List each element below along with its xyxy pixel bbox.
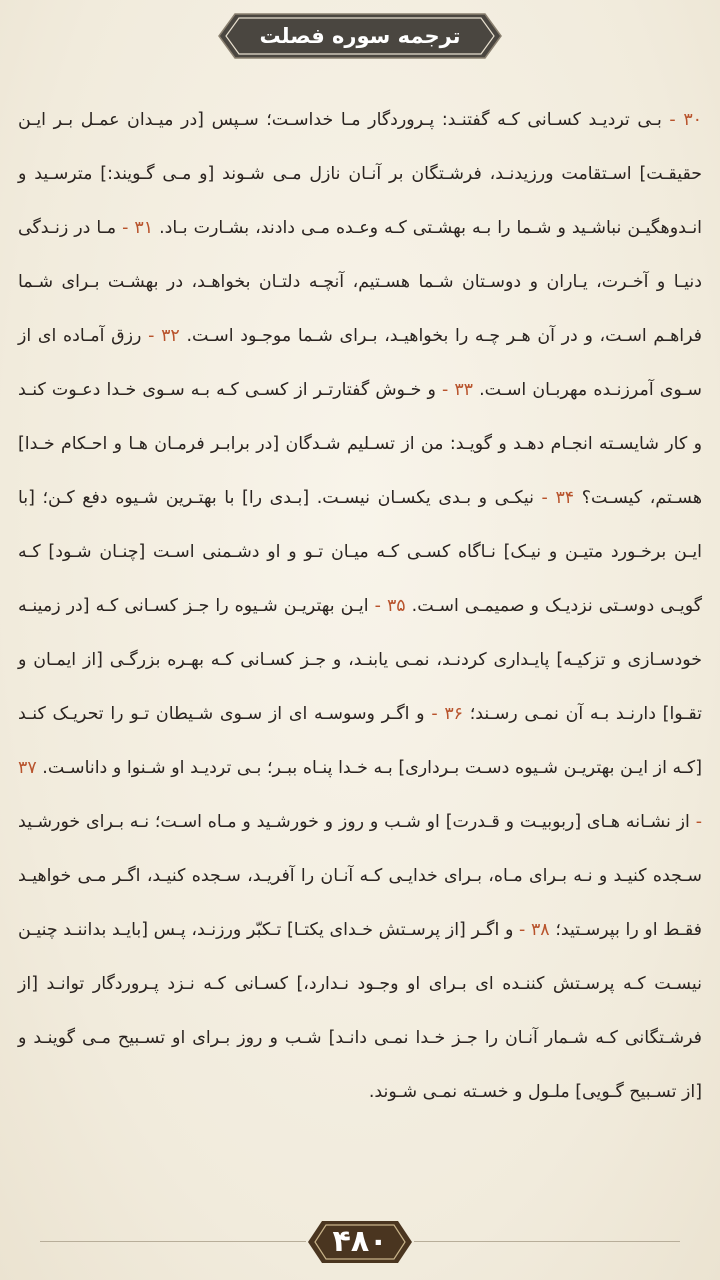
page-footer (0, 1219, 720, 1265)
page-title: ترجمه سوره فصلت (259, 24, 461, 48)
verse-number: ۳۸ (530, 920, 550, 940)
verse-number: ۳۱ (134, 218, 154, 238)
verse-text: و اگـر [از پرسـتش خـدای یکتـا] تـکبّر ورزنـد، پـس [بایـد بداننـد چنیـن نیسـت کـه پرسـتش کننـده ای بـرای او وجـود نـدارد،] کسـانی کـه نـزد پـروردگار توانـد [از فرشـتگانی کـه شـمار آنـان را جـز خـدا نمـی دانـد] شـب و روز بـرای او تسـبیح مـی گوینـد و [از تسـبیح گـویی] ملـول و خسـته نمـی شـوند. (18, 920, 702, 1102)
verse-dash: - (533, 488, 556, 508)
verse-number: ۳۵ (386, 596, 406, 616)
verse-number: ۳۷ (18, 758, 37, 778)
verse-dash: - (141, 326, 162, 346)
verse-number: ۳۶ (444, 704, 463, 724)
verse-text: رزق آمـاده ای از سـوی آمرزنـده مهربـان اسـت. (18, 326, 703, 400)
verse-dash: - (513, 920, 531, 940)
verse-text: بـی تردیـد کسـانی کـه گفتنـد: پـروردگار مـا خداسـت؛ سـپس [در میـدان عمـل بـر ایـن حقیقـت] اسـتقامت ورزیدنـد، فرشـتگان بر آنـان نازل مـی شـوند [و مـی گـویند:] مترسـید و انـدوهگیـن نباشـید و شـما را بـه بهشـتی کـه وعـده مـی دادند، بشـارت بـاد. (18, 110, 702, 238)
verse-dash: - (116, 218, 135, 238)
verse-dash: - (424, 704, 445, 724)
verse-text: و اگـر وسوسـه ای از سـوی شـیطان تـو را تحریـک کنـد [کـه از ایـن بهتریـن شـیوه دسـت بـرداری] بـه خـدا پنـاه ببـر؛ بـی تردیـد او شـنوا و داناسـت. (18, 704, 702, 778)
footer-divider-left (40, 1241, 306, 1242)
verse-text: از نشـانه هـای [ربوبیـت و قـدرت] او شـب و روز و خورشـید و مـاه اسـت؛ نـه بـرای خورشـید سـجده کنیـد و نـه بـرای مـاه، بـرای خدایـی کـه آنـان را آفریـد، سـجده کنیـد، اگـر مـی خواهیـد فقـط او را بپرسـتید؛ (18, 812, 702, 940)
footer-divider-right (414, 1241, 680, 1242)
verse-text: و خـوش گفتارتـر از کسـی کـه بـه سـوی خـدا دعـوت کنـد و کار شایسـته انجـام دهـد و گویـد: من از تسـلیم شـدگان [در برابـر فرمـان هـا و احـکام خـدا] هسـتم، کیسـت؟ (18, 380, 702, 508)
verse-text: ایـن بهتریـن شـیوه را جـز کسـانی کـه [در زمینـه خودسـازی و تزکیـه] پایـداری کردنـد، نمـی یابنـد، و جـز کسـانی کـه بهـره بزرگـی [از ایمـان و تقـوا] دارنـد بـه آن نمـی رسـند؛ (18, 596, 702, 724)
page-number: ۴۸۰ (332, 1224, 388, 1259)
verse-dash: - (661, 110, 684, 130)
translation-text (18, 93, 702, 1119)
verse-text: مـا در زنـدگی دنیـا و آخـرت، یـاران و دوسـتان شـما هسـتیم، آنچـه دلتـان بخواهـد، در بهشـت بـرای شـما فراهـم اسـت، و در آن هـر چـه را بخواهیـد، بـرای شـما موجـود اسـت. (18, 218, 702, 346)
verse-number: ۳۰ (683, 110, 702, 130)
verse-dash: - (435, 380, 455, 400)
verse-number: ۳۲ (161, 326, 180, 346)
title-banner (0, 12, 720, 60)
verse-number: ۳۳ (454, 380, 474, 400)
verse-dash: - (689, 812, 702, 832)
verse-dash: - (368, 596, 387, 616)
verse-text: نیکـی و بـدی یکسـان نیسـت. [بـدی را] با بهتـرین شـیوه دفع کـن؛ [با ایـن برخـورد متیـن و نیـک] نـاگاه کسـی کـه میـان تـو و او دشـمنی اسـت [چنـان شـود] کـه گویـی دوسـتی نزدیـک و صمیمـی اسـت. (18, 488, 702, 616)
verse-number: ۳۴ (555, 488, 575, 508)
